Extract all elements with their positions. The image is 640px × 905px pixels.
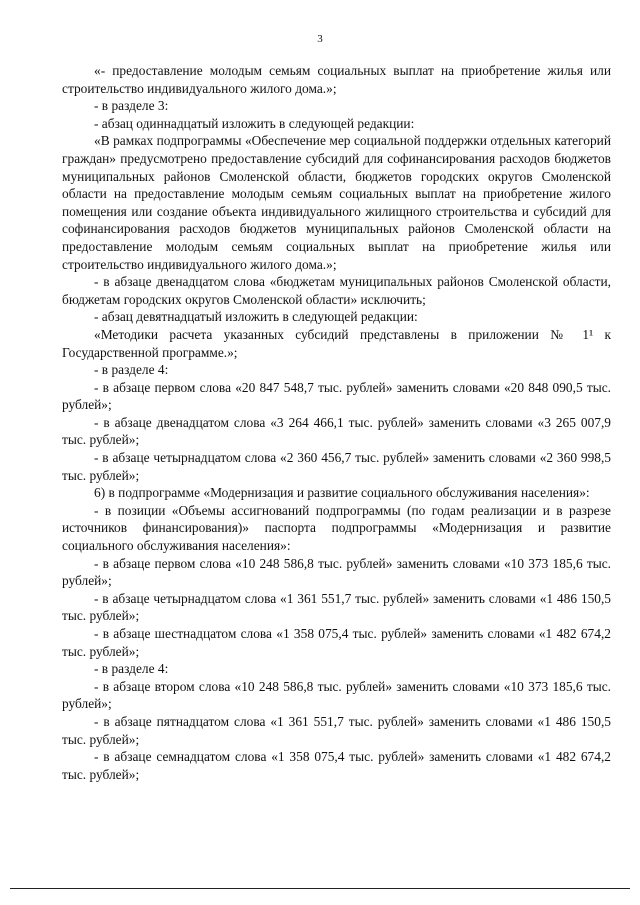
paragraph: - абзац одиннадцатый изложить в следующей редакции: bbox=[94, 115, 415, 131]
paragraph: - в разделе 4: bbox=[94, 661, 169, 677]
paragraph: - абзац девятнадцатый изложить в следующей редакции: bbox=[94, 309, 418, 325]
document-body bbox=[62, 62, 611, 783]
paragraph: - в абзаце шестнадцатом слова «1 358 075,4 тыс. рублей» заменить словами «1 482 674,2 тыс. рублей»; bbox=[62, 626, 611, 659]
paragraph: - в абзаце четырнадцатом слова «1 361 551,7 тыс. рублей» заменить словами «1 486 150,5 тыс. рублей»; bbox=[62, 590, 611, 624]
paragraph: «- предоставление молодым семьям социальных выплат на приобретение жилья или строительство индивидуального жилого дома.»; bbox=[62, 63, 611, 96]
bottom-rule bbox=[10, 888, 630, 889]
page-number: 3 bbox=[317, 33, 323, 45]
paragraph: «В рамках подпрограммы «Обеспечение мер социальной поддержки отдельных категорий граждан» предусмотрено предоставление субсидий для софинансирования расходов бюджетов муниципальных районов Смоленской области, бюджетов городских округов Смоленской области на предоставление молодым семьям социальных выплат на приобретение жилого помещения или создание объекта индивидуального жилищного строительства и субсидий для софинансирования расходов бюджетов муниципальных районов Смоленской области на предоставление молодым семьям социальных выплат на приобретение жилья или строительство индивидуального жилого дома.»; bbox=[62, 133, 611, 272]
paragraph: - в абзаце семнадцатом слова «1 358 075,4 тыс. рублей» заменить словами «1 482 674,2 тыс. рублей»; bbox=[62, 749, 611, 782]
paragraph: «Методики расчета указанных субсидий представлены в приложении № 1¹ к Государственной программе.»; bbox=[62, 326, 611, 360]
paragraph: - в абзаце втором слова «10 248 586,8 тыс. рублей» заменить словами «10 373 185,6 тыс. рублей»; bbox=[62, 678, 611, 712]
paragraph: - в абзаце пятнадцатом слова «1 361 551,7 тыс. рублей» заменить словами «1 486 150,5 тыс. рублей»; bbox=[62, 713, 611, 747]
paragraph: - в разделе 3: bbox=[94, 98, 169, 114]
paragraph: - в разделе 4: bbox=[94, 362, 169, 378]
paragraph: - в абзаце четырнадцатом слова «2 360 456,7 тыс. рублей» заменить словами «2 360 998,5 тыс. рублей»; bbox=[62, 450, 611, 483]
paragraph: 6) в подпрограмме «Модернизация и развитие социального обслуживания населения»: bbox=[94, 485, 590, 501]
paragraph: - в абзаце двенадцатом слова «бюджетам муниципальных районов Смоленской области, бюджетам городских округов Смоленской области» исключить; bbox=[62, 274, 611, 307]
paragraph: - в абзаце первом слова «10 248 586,8 тыс. рублей» заменить словами «10 373 185,6 тыс. рублей»; bbox=[62, 555, 611, 589]
paragraph: - в позиции «Объемы ассигнований подпрограммы (по годам реализации и в разрезе источников финансирования)» паспорта подпрограммы «Модернизация и развитие социального обслуживания населения»: bbox=[62, 502, 611, 554]
paragraph: - в абзаце двенадцатом слова «3 264 466,1 тыс. рублей» заменить словами «3 265 007,9 тыс. рублей»; bbox=[62, 414, 611, 448]
paragraph: - в абзаце первом слова «20 847 548,7 тыс. рублей» заменить словами «20 848 090,5 тыс. рублей»; bbox=[62, 379, 611, 413]
